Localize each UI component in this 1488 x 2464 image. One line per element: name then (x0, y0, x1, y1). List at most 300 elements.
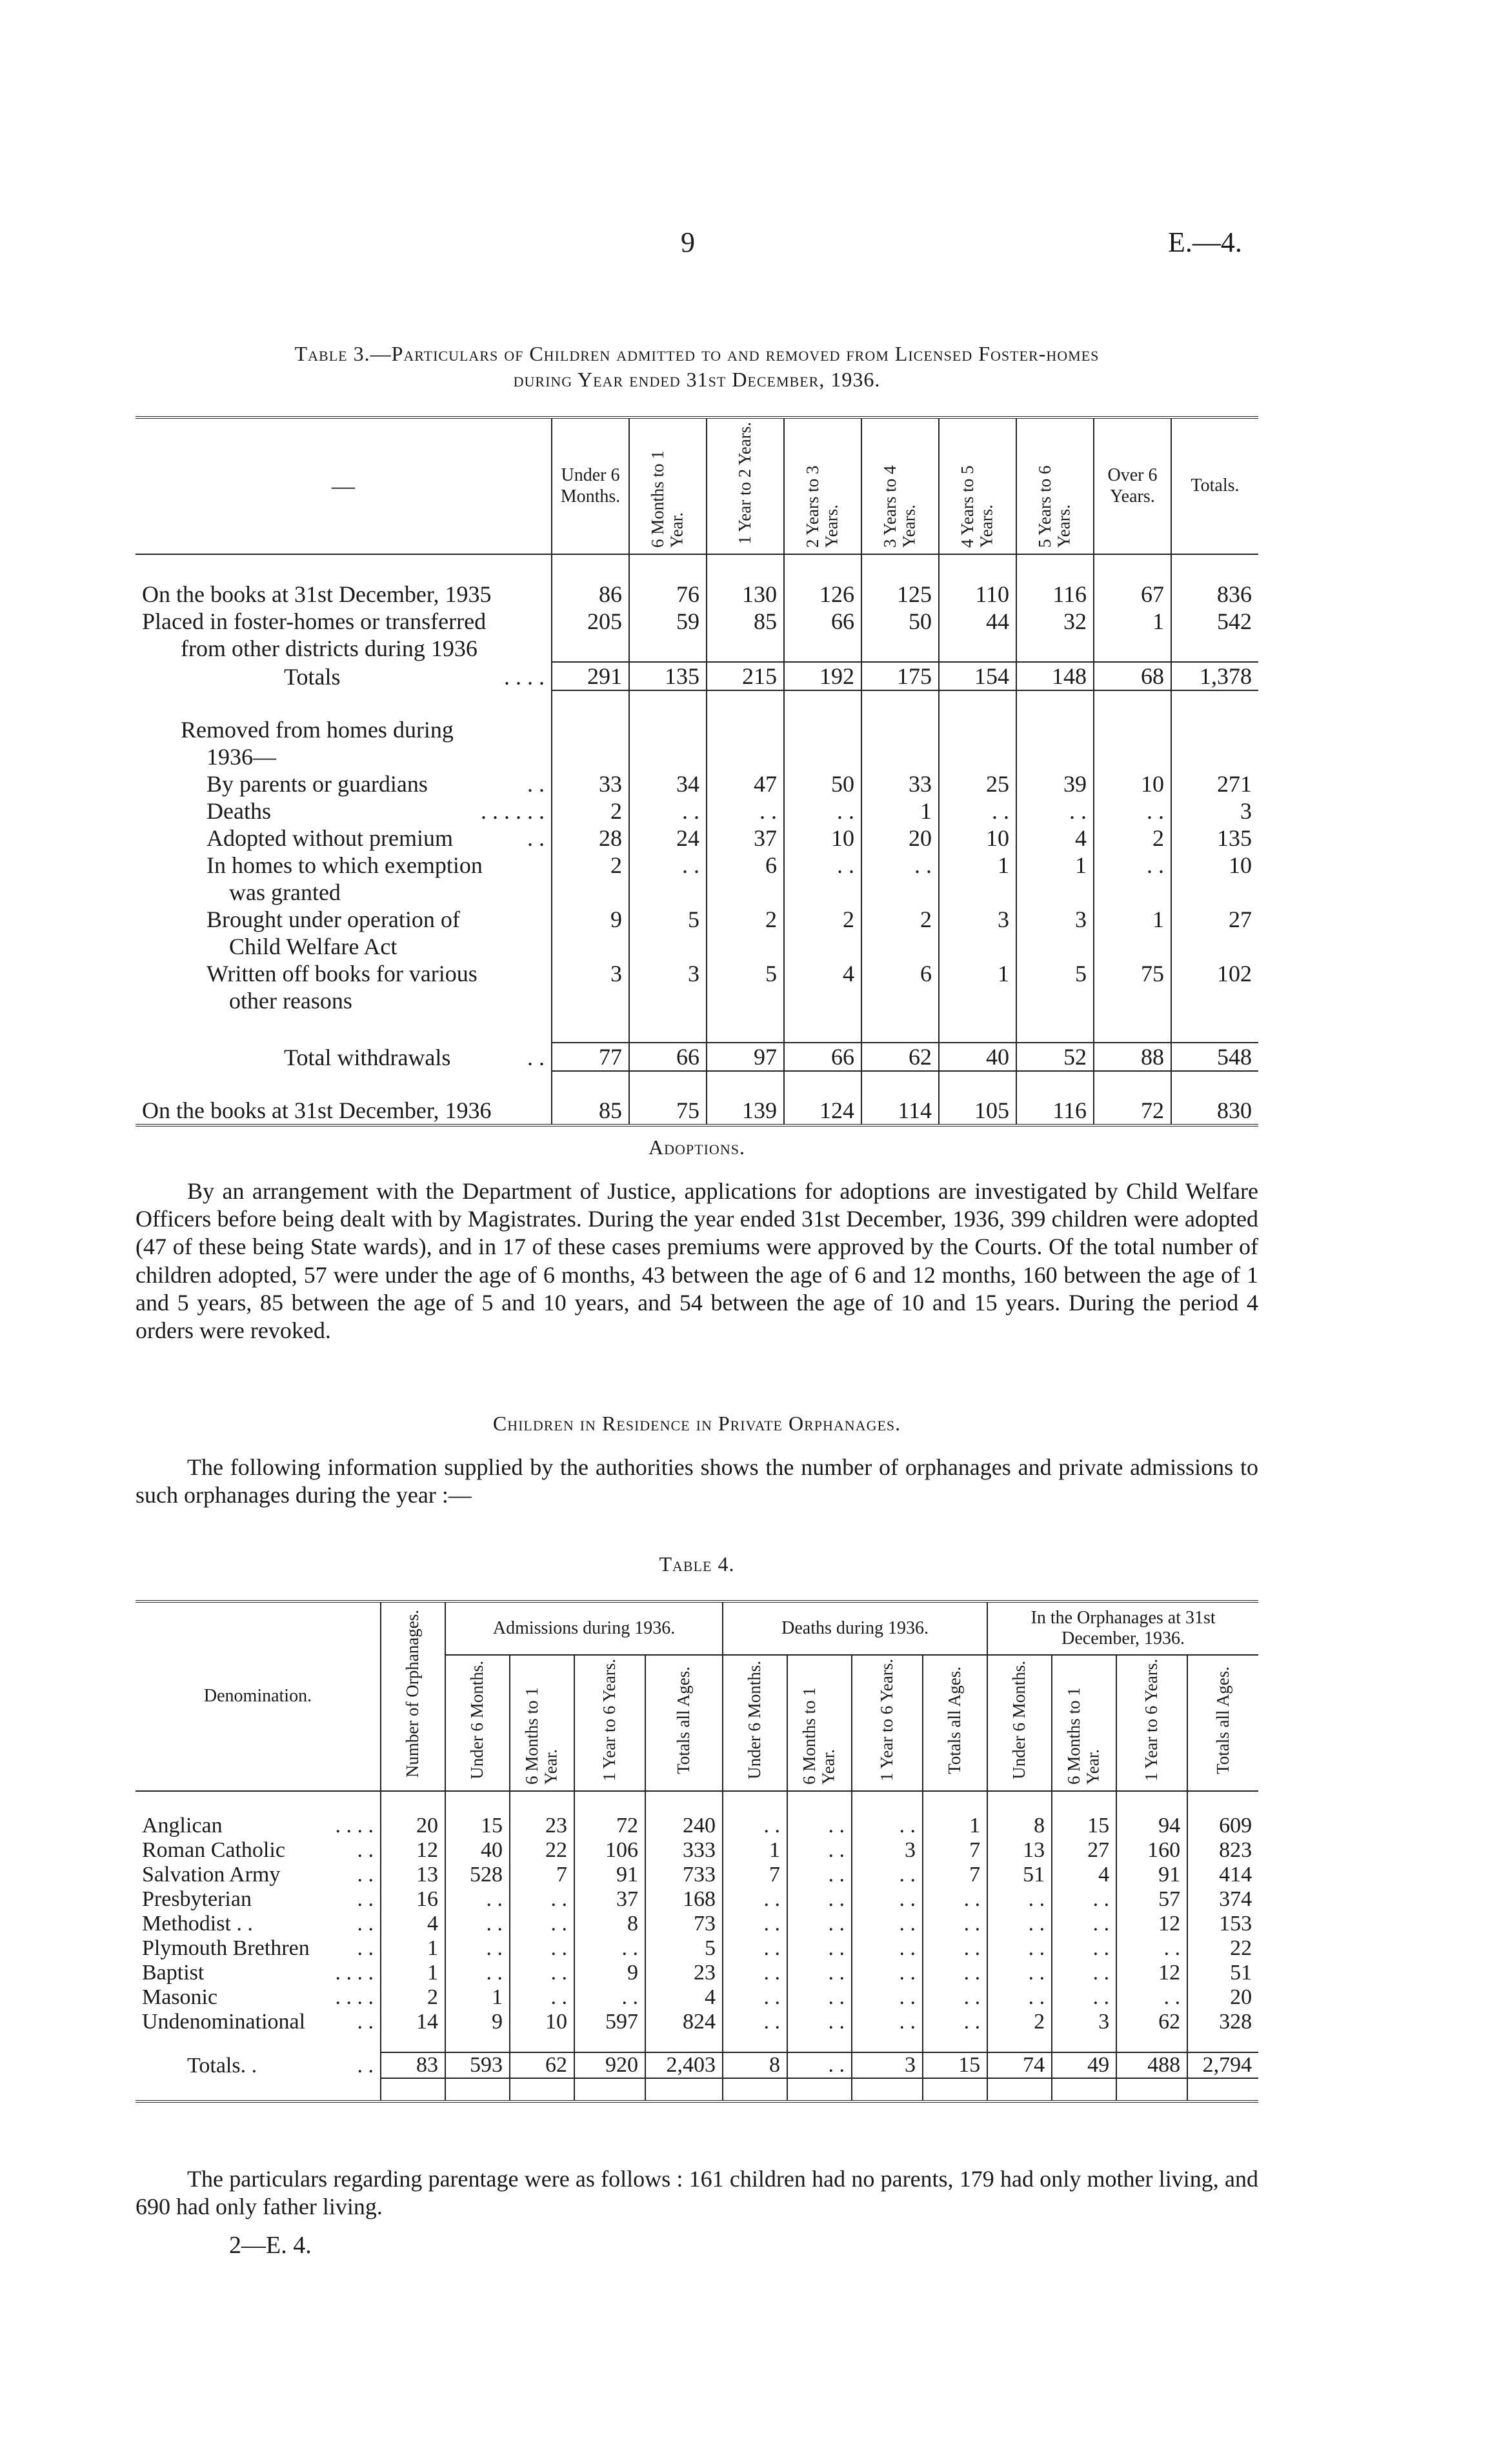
table-cell: 28 (552, 825, 629, 852)
t4-adm-under6: Under 6 Months. (467, 1661, 487, 1779)
table-cell: . . (787, 1863, 852, 1887)
table-cell: 12 (381, 1838, 445, 1863)
table-cell: 10 (1094, 770, 1171, 797)
table-cell: . . (1052, 1961, 1116, 1985)
t3-col-6m-1y: 6 Months to 1 Year. (648, 450, 687, 548)
table-cell: 205 (552, 608, 629, 635)
row-label: Presbyterian (142, 1887, 252, 1911)
table-cell: 77 (552, 1043, 629, 1071)
table-cell: . . (1094, 797, 1171, 825)
table-cell: 14 (381, 2010, 445, 2034)
table-cell: . . (852, 1814, 923, 1838)
leader-dots: . . . . . . (481, 798, 545, 824)
row-label: In homes to which exemption (206, 852, 483, 878)
adoptions-section (136, 1136, 1258, 1159)
table-cell: . . (723, 1887, 787, 1912)
table-cell: . . (861, 852, 939, 879)
table-row (136, 797, 1258, 825)
leader-dots: . . (357, 2054, 374, 2078)
table-cell: 67 (1094, 581, 1171, 608)
table-cell: 10 (510, 2010, 574, 2034)
table-cell: 10 (939, 825, 1016, 852)
table-cell: . . (923, 1936, 987, 1961)
table-cell: 597 (574, 2010, 645, 2034)
table-cell: 593 (445, 2052, 510, 2078)
table-cell: 135 (629, 662, 707, 690)
row-label: Salvation Army (142, 1863, 281, 1887)
table-cell: 2 (552, 797, 629, 825)
table-cell: 6 (861, 960, 939, 987)
row-label-cont: was granted (229, 879, 341, 905)
table-cell: 106 (574, 1838, 645, 1863)
table-cell: 1 (1094, 906, 1171, 933)
t3-col-under6: Under 6 Months. (552, 417, 629, 554)
orphanages-heading: Children in Residence in Private Orphanages. (492, 1412, 901, 1435)
table-cell: . . (987, 1985, 1052, 2010)
table-cell: 8 (987, 1814, 1052, 1838)
leader-dots: . . (357, 1887, 374, 1911)
table-cell: . . (923, 2010, 987, 2034)
table-cell: 154 (939, 662, 1016, 690)
table-cell: 37 (707, 825, 784, 852)
table-cell: 110 (939, 581, 1016, 608)
table-cell: 1 (445, 1985, 510, 2010)
table-cell: 609 (1187, 1814, 1258, 1838)
table-cell: 76 (629, 581, 707, 608)
table-cell: 24 (629, 825, 707, 852)
table-cell: . . (787, 1936, 852, 1961)
table-cell: 85 (552, 1097, 629, 1125)
table-cell: 22 (1187, 1936, 1258, 1961)
table-row (136, 1863, 1258, 1887)
table-cell: . . (852, 1985, 923, 2010)
table-cell: 62 (861, 1043, 939, 1071)
table-cell: 15 (1052, 1814, 1116, 1838)
table-cell: 12 (1116, 1912, 1187, 1936)
table-cell: . . (1016, 797, 1094, 825)
t4-dth-6m-1y: 6 Months to 1 Year. (799, 1687, 839, 1785)
table-cell: 1 (723, 1838, 787, 1863)
t3-col-4y-5y: 4 Years to 5 Years. (958, 465, 996, 548)
adoptions-paragraph: By an arrangement with the Department of Justice, applications for adoptions are investigated by Child Welfare Officers before being dealt with by Magistrates. During the year ended 31st December, 1936, 399 children were adopted (47 of these being State wards), and in 17 of these cases premiums were approved by the Courts. Of the total number of children adopted, 57 were under the age of 6 months, 43 between the age of 6 and 12 months, 160 between the age of 1 and 5 years, 85 between the age of 5 and 10 years, and 54 between the age of 10 and 15 years. During the period 4 orders were revoked. (136, 1178, 1258, 1343)
table-row (136, 1912, 1258, 1936)
table-cell: . . (723, 1912, 787, 1936)
t4-dth-1y-6y: 1 Year to 6 Years. (877, 1659, 897, 1781)
leader-dots: . . (527, 825, 545, 851)
table-cell: 168 (645, 1887, 723, 1912)
table-cell: 5 (707, 960, 784, 987)
table-cell: 5 (645, 1936, 723, 1961)
t4-in-under6: Under 6 Months. (1009, 1661, 1029, 1779)
table-cell: . . (723, 2010, 787, 2034)
table-cell: . . (445, 1936, 510, 1961)
table-cell: 27 (1052, 1838, 1116, 1863)
t4-adm-1y-6y: 1 Year to 6 Years. (599, 1659, 619, 1781)
table-cell: . . (787, 1912, 852, 1936)
row-label: Deaths (206, 798, 271, 824)
table-cell: 2 (381, 1985, 445, 2010)
table-cell: 85 (707, 608, 784, 635)
table-cell: . . (939, 797, 1016, 825)
table-cell: 105 (939, 1097, 1016, 1125)
table-cell: . . (987, 1961, 1052, 1985)
table-cell: 16 (381, 1887, 445, 1912)
t3-col-2y-3y: 2 Years to 3 Years. (803, 465, 841, 548)
table-cell: 542 (1171, 608, 1258, 635)
table-cell: 39 (1016, 770, 1094, 797)
table-cell: . . (987, 1912, 1052, 1936)
table-cell: 215 (707, 662, 784, 690)
table-cell: 1 (381, 1961, 445, 1985)
table-cell: 66 (629, 1043, 707, 1071)
table-cell: 15 (445, 1814, 510, 1838)
table-cell: 66 (784, 608, 861, 635)
table-row (136, 662, 1258, 690)
table-cell: 2 (784, 906, 861, 933)
table-cell: 88 (1094, 1043, 1171, 1071)
table-row (136, 906, 1258, 933)
table-cell: 72 (1094, 1097, 1171, 1125)
table-cell: . . (445, 1887, 510, 1912)
table-cell: 920 (574, 2052, 645, 2078)
table-cell: 7 (510, 1863, 574, 1887)
row-label-cont: other reasons (229, 988, 352, 1014)
table-cell: . . (1116, 1936, 1187, 1961)
table-cell: 75 (629, 1097, 707, 1125)
table3-grid (136, 416, 1258, 1127)
table-cell: 2,794 (1187, 2052, 1258, 2078)
table-cell: 8 (723, 2052, 787, 2078)
table-cell: . . (987, 1936, 1052, 1961)
table-cell: 1 (939, 960, 1016, 987)
row-label: Brought under operation of (206, 906, 460, 932)
table-cell: . . (629, 797, 707, 825)
table-cell: . . (784, 797, 861, 825)
table-cell: . . (852, 1936, 923, 1961)
leader-dots: . . (357, 1863, 374, 1887)
table4-grid (136, 1600, 1258, 2103)
table-cell: 7 (923, 1863, 987, 1887)
table-cell: . . (852, 1887, 923, 1912)
table-cell: 1 (861, 797, 939, 825)
row-label: By parents or guardians (206, 771, 428, 797)
table-cell: 33 (861, 770, 939, 797)
table-cell: 20 (861, 825, 939, 852)
table-row (136, 770, 1258, 797)
table-cell: 102 (1171, 960, 1258, 987)
leader-dots: . . . . (335, 1814, 374, 1838)
t4-group-admissions: Admissions during 1936. (445, 1601, 723, 1655)
table-cell: 10 (784, 825, 861, 852)
table-cell: 153 (1187, 1912, 1258, 1936)
table-cell: 62 (510, 2052, 574, 2078)
table-cell: 91 (574, 1863, 645, 1887)
table-cell: 3 (1052, 2010, 1116, 2034)
adoptions-heading: Adoptions. (648, 1136, 745, 1159)
table-cell: 44 (939, 608, 1016, 635)
table-cell: 7 (923, 1838, 987, 1863)
table-cell: 1 (923, 1814, 987, 1838)
t4-in-6m-1y: 6 Months to 1 Year. (1064, 1687, 1103, 1785)
table-cell: . . (784, 852, 861, 879)
row-label: Totals. . (187, 2054, 257, 2078)
table-cell: . . (923, 1961, 987, 1985)
report-reference: E.—4. (1168, 226, 1242, 258)
table-cell: 59 (629, 608, 707, 635)
table-cell: 4 (1052, 1863, 1116, 1887)
table-cell: 4 (381, 1912, 445, 1936)
table-cell: 22 (510, 1838, 574, 1863)
table-cell: . . (1052, 1887, 1116, 1912)
table-cell: . . (787, 1985, 852, 2010)
t4-group-deaths: Deaths during 1936. (723, 1601, 987, 1655)
table-cell: 20 (1187, 1985, 1258, 2010)
table-row (136, 608, 1258, 635)
table-cell: . . (574, 1936, 645, 1961)
table-cell: 74 (987, 2052, 1052, 2078)
table-cell: . . (629, 852, 707, 879)
t4-group-in-orphanages: In the Orphanages at 31st December, 1936. (987, 1601, 1258, 1655)
table-cell: 73 (645, 1912, 723, 1936)
table-cell: . . (1052, 1936, 1116, 1961)
table-cell: 9 (574, 1961, 645, 1985)
row-label-cont: 1936— (206, 744, 276, 770)
leader-dots: . . (357, 2010, 374, 2034)
table-cell: 291 (552, 662, 629, 690)
table-cell: 175 (861, 662, 939, 690)
table-cell: 49 (1052, 2052, 1116, 2078)
table-cell: 1 (1094, 608, 1171, 635)
table4 (136, 1600, 1258, 2103)
table-cell: . . (510, 1887, 574, 1912)
row-label: Placed in foster-homes or transferred (142, 608, 487, 634)
leader-dots: . . . . (335, 1985, 374, 2009)
table-cell: . . (574, 1985, 645, 2010)
table-cell: 328 (1187, 2010, 1258, 2034)
table-cell: 528 (445, 1863, 510, 1887)
table-cell: . . (1052, 1912, 1116, 1936)
t4-adm-6m-1y: 6 Months to 1 Year. (522, 1687, 561, 1785)
table-cell: 25 (939, 770, 1016, 797)
table-cell: 160 (1116, 1838, 1187, 1863)
table-row (136, 852, 1258, 879)
table-cell: 139 (707, 1097, 784, 1125)
table-cell: . . (723, 1936, 787, 1961)
table-cell: 824 (645, 2010, 723, 2034)
table-cell: 414 (1187, 1863, 1258, 1887)
table3-title-line2: during Year ended 31st December, 1936. (513, 368, 881, 391)
table-cell: 83 (381, 2052, 445, 2078)
t4-number-header: Number of Orphanages. (403, 1609, 423, 1778)
table-cell: 10 (1171, 852, 1258, 879)
table-cell: 9 (552, 906, 629, 933)
row-label: Totals (284, 664, 341, 690)
table-cell: . . (510, 1936, 574, 1961)
table-row (136, 1887, 1258, 1912)
table-cell: 125 (861, 581, 939, 608)
table-cell: . . (1052, 1985, 1116, 2010)
table-cell: 733 (645, 1863, 723, 1887)
table-cell: 9 (445, 2010, 510, 2034)
t3-col-1y-2y: 1 Year to 2 Years. (735, 422, 755, 545)
table-cell: 13 (987, 1838, 1052, 1863)
t4-dth-totals: Totals all Ages. (945, 1666, 965, 1774)
table-row (136, 581, 1258, 608)
row-label: Anglican (142, 1814, 223, 1838)
table-row (136, 2010, 1258, 2034)
table-row (136, 1097, 1258, 1125)
row-label: Total withdrawals (284, 1045, 451, 1070)
table-cell: 1,378 (1171, 662, 1258, 690)
table3 (136, 416, 1258, 1127)
table-cell: . . (787, 1961, 852, 1985)
table-cell: 97 (707, 1043, 784, 1071)
table-cell: . . (987, 1887, 1052, 1912)
leader-dots: . . (357, 1838, 374, 1862)
table-cell: 4 (784, 960, 861, 987)
table-cell: 3 (1016, 906, 1094, 933)
row-label: Roman Catholic (142, 1838, 285, 1862)
table-row (136, 1838, 1258, 1863)
row-label-cont: Child Welfare Act (229, 934, 397, 959)
table-cell: 548 (1171, 1043, 1258, 1071)
leader-dots: . . (357, 1936, 374, 1960)
table-row (136, 960, 1258, 987)
row-label: Baptist (142, 1961, 205, 1985)
row-label: Written off books for various (206, 961, 478, 987)
table-cell: . . (1116, 1985, 1187, 2010)
table-cell: 4 (645, 1985, 723, 2010)
table-cell: . . (1094, 852, 1171, 879)
orphanages-section (136, 1412, 1258, 1436)
table-cell: 66 (784, 1043, 861, 1071)
table-cell: 374 (1187, 1887, 1258, 1912)
row-label: Plymouth Brethren (142, 1936, 310, 1960)
table-cell: 34 (629, 770, 707, 797)
table-cell: 240 (645, 1814, 723, 1838)
table-cell: 5 (629, 906, 707, 933)
row-label-cont: from other districts during 1936 (181, 636, 478, 661)
orphanages-paragraph: The following information supplied by the authorities shows the number of orphanages and private admissions to such orphanages during the year :— (136, 1454, 1258, 1508)
row-label: Removed from homes during (181, 717, 454, 743)
table-cell: 2 (707, 906, 784, 933)
table-cell: 6 (707, 852, 784, 879)
table-cell: . . (787, 2010, 852, 2034)
row-label: Adopted without premium (206, 825, 453, 851)
table-cell: . . (923, 1985, 987, 2010)
table-cell: 116 (1016, 1097, 1094, 1125)
table-row (136, 1814, 1258, 1838)
table-cell: 130 (707, 581, 784, 608)
table-cell: 836 (1171, 581, 1258, 608)
table-cell: 47 (707, 770, 784, 797)
table-cell: 126 (784, 581, 861, 608)
table-cell: . . (923, 1887, 987, 1912)
table-cell: . . (445, 1961, 510, 1985)
leader-dots: . . (527, 771, 545, 797)
table-cell: . . (787, 1814, 852, 1838)
table-cell: 333 (645, 1838, 723, 1863)
table-cell: 1 (381, 1936, 445, 1961)
row-label: Methodist . . (142, 1912, 253, 1936)
table-cell: 271 (1171, 770, 1258, 797)
table-cell: 15 (923, 2052, 987, 2078)
table3-stub-header: — (332, 472, 355, 499)
table-cell: 830 (1171, 1097, 1258, 1125)
table-cell: 75 (1094, 960, 1171, 987)
table-cell: 2 (552, 852, 629, 879)
leader-dots: . . (527, 1045, 545, 1070)
table-cell: 23 (645, 1961, 723, 1985)
table-cell: . . (852, 2010, 923, 2034)
table-cell: 3 (939, 906, 1016, 933)
table-cell: 1 (939, 852, 1016, 879)
table-cell: 3 (852, 2052, 923, 2078)
table-cell: 8 (574, 1912, 645, 1936)
t4-in-1y-6y: 1 Year to 6 Years. (1141, 1659, 1161, 1781)
table-cell: 124 (784, 1097, 861, 1125)
table-cell: 50 (784, 770, 861, 797)
table-cell: . . (923, 1912, 987, 1936)
table-cell: 114 (861, 1097, 939, 1125)
table-row (136, 1961, 1258, 1985)
table-cell: 37 (574, 1887, 645, 1912)
row-label: Masonic (142, 1985, 218, 2009)
table-cell: 72 (574, 1814, 645, 1838)
table-cell: 40 (445, 1838, 510, 1863)
t4-in-totals: Totals all Ages. (1212, 1666, 1232, 1774)
table-cell: 32 (1016, 608, 1094, 635)
table-cell: 57 (1116, 1887, 1187, 1912)
leader-dots: . . (357, 1912, 374, 1936)
table-cell: . . (787, 1887, 852, 1912)
table-cell: 1 (1016, 852, 1094, 879)
table-cell: . . (787, 1838, 852, 1863)
table-cell: 62 (1116, 2010, 1187, 2034)
row-label: Undenominational (142, 2010, 306, 2034)
table-cell: 2 (987, 2010, 1052, 2034)
table-cell: . . (445, 1912, 510, 1936)
table-cell: 33 (552, 770, 629, 797)
footer-signature: 2—E. 4. (229, 2232, 312, 2259)
table-cell: 94 (1116, 1814, 1187, 1838)
table-cell: 823 (1187, 1838, 1258, 1863)
table-row (136, 1043, 1258, 1071)
row-label: On the books at 31st December, 1935 (142, 581, 492, 607)
table-cell: 13 (381, 1863, 445, 1887)
row-label: On the books at 31st December, 1936 (142, 1097, 492, 1123)
table-cell: 12 (1116, 1961, 1187, 1985)
table-cell: 2 (861, 906, 939, 933)
table-cell: . . (510, 1961, 574, 1985)
table-cell: 50 (861, 608, 939, 635)
table-cell: . . (723, 1961, 787, 1985)
table-cell: 51 (987, 1863, 1052, 1887)
table-cell: 27 (1171, 906, 1258, 933)
table3-title-line1: Table 3.—Particulars of Children admitted to and removed from Licensed Foster-homes (294, 342, 1100, 365)
table-cell: . . (510, 1985, 574, 2010)
table-cell: 2,403 (645, 2052, 723, 2078)
t3-col-over6: Over 6 Years. (1094, 417, 1171, 554)
parentage-paragraph: The particulars regarding parentage were as follows : 161 children had no parents, 179 had only mother living, and 690 had only father living. (136, 2166, 1258, 2220)
t3-col-5y-6y: 5 Years to 6 Years. (1035, 465, 1074, 548)
t3-col-3y-4y: 3 Years to 4 Years. (880, 465, 919, 548)
table-cell: 5 (1016, 960, 1094, 987)
table-cell: 192 (784, 662, 861, 690)
table-cell: . . (707, 797, 784, 825)
table-cell: . . (852, 1863, 923, 1887)
table-cell: . . (787, 2052, 852, 2078)
